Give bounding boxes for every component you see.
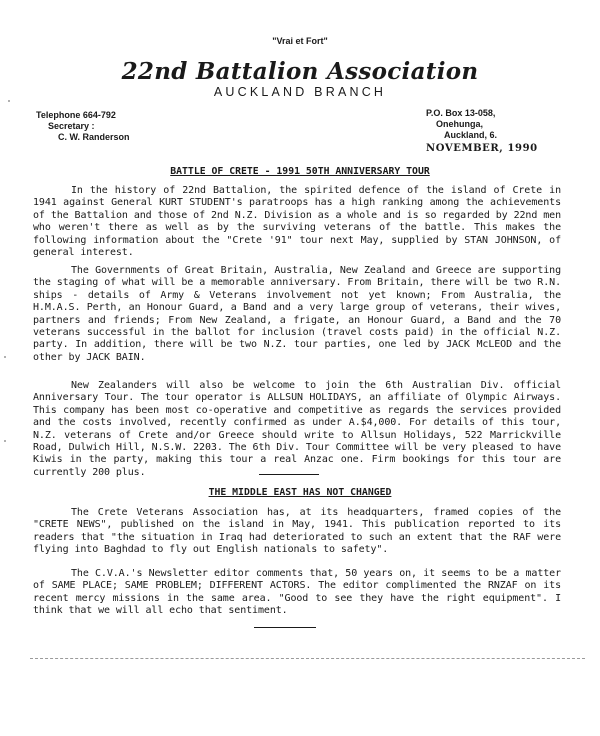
page-bottom-rule (30, 658, 585, 659)
paragraph: New Zealanders will also be welcome to join the 6th Australian Div. official Anniversary Tour. The tour operator is ALLSUN HOLIDAYS, an affiliate of Olympic Airways. This company has been most co-operative and competitive as regards the services provided and the costs involved, recently confirmed as under A.$4,000. For details of this tour, N.Z. veterans of Crete and/or Greece should write to Allsun Holidays, 522 Marrickville Road, Dulwich Hill, N.S.W. 2203. The 6th Div. Tour Committee will be very pleased to have Kiwis in the party, making this tour a real Anzac one. Firm bookings for this tour are currently 200 plus. (33, 380, 561, 478)
paragraph: In the history of 22nd Battalion, the spirited defence of the island of Crete in 1941 against General KURT STUDENT's paratroops has a high ranking among the achievements of the Battalion and those of 2nd N.Z. Division as a whole and is so regarded by 22nd men who weren't there as well as by the surviving veterans of the battle. This makes the following information about the "Crete '91" tour next May, supplied by STAN JOHNSON, of general interest. (33, 185, 561, 259)
section-heading-middle-east-text: THE MIDDLE EAST HAS NOT CHANGED (208, 487, 392, 498)
branch-name: AUCKLAND BRANCH (213, 85, 387, 99)
paragraph: The Governments of Great Britain, Australia, New Zealand and Greece are supporting the staging of what will be a memorable anniversary. From Britain, there will be two R.N. ships - details of Army & Veterans involvement not yet known; From Australia, the H.M.A.S. Perth, an Honour Guard, a Band and a very large group of veterans, their wives, partners and friends; From New Zealand, a frigate, an Honour Guard, a Band and the 70 veterans successful in the ballot for inclusion (travel costs paid) in the official N.Z. party. In addition, there will be two N.Z. tour parties, one led by JACK McLEOD and the other by JACK BAIN. (33, 265, 561, 363)
secretary-name: C. W. Randerson (58, 132, 130, 142)
section-heading-middle-east (0, 487, 600, 498)
suburb: Onehunga, (436, 119, 483, 129)
association-title: 22nd Battalion Association (121, 58, 479, 85)
secretary-label: Secretary : (48, 121, 95, 131)
po-box: P.O. Box 13-058, (426, 108, 496, 118)
paragraph: The C.V.A.'s Newsletter editor comments that, 50 years on, it seems to be a matter of SAME PLACE; SAME PROBLEM; DIFFERENT ACTORS. The editor complimented the RNZAF on its recent mercy missions in the same area. "Good to see they have the right equipment". I think that we will all echo that sentiment. (33, 568, 561, 617)
end-divider (254, 627, 316, 628)
newsletter-date: NOVEMBER, 1990 (426, 143, 538, 154)
scan-speck (4, 440, 6, 442)
section-heading-crete (0, 166, 600, 177)
telephone: Telephone 664-792 (36, 110, 116, 120)
contact-right (426, 108, 538, 154)
section-heading-crete-text: BATTLE OF CRETE - 1991 50TH ANNIVERSARY TOUR (170, 166, 430, 177)
scan-speck (8, 100, 10, 102)
section-divider (259, 474, 319, 475)
city: Auckland, 6. (444, 130, 498, 140)
scan-speck (4, 356, 6, 358)
paragraph: The Crete Veterans Association has, at its headquarters, framed copies of the "CRETE NEWS", published on the island in May, 1941. This publication reported to its readers that "the situation in Iraq had deteriorated to such an extent that the RAF were flying into Baghdad to fly out English nationals to safety". (33, 507, 561, 556)
motto: "Vrai et Fort" (272, 36, 328, 46)
contact-left (36, 110, 130, 143)
